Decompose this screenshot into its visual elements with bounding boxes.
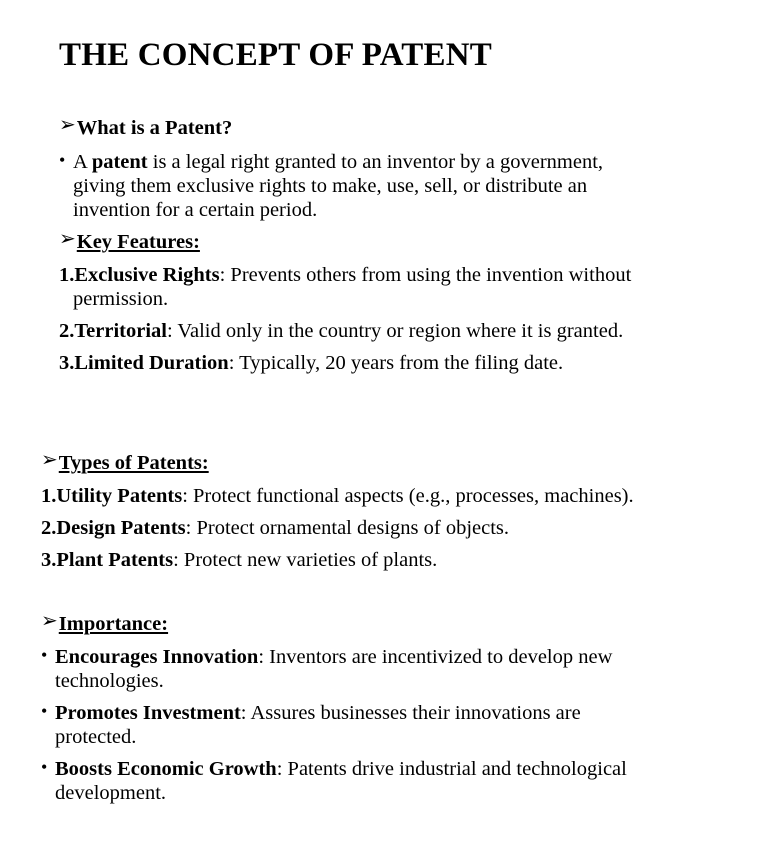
feature-item-exclusive-rights: 1.Exclusive Rights: Prevents others from using the invention without permission. bbox=[59, 264, 632, 310]
arrow-bullet-icon: ➢ bbox=[59, 228, 76, 250]
importance-item-innovation: • Encourages Innovation: Inventors are incentivized to develop new technologies. bbox=[41, 645, 613, 692]
bullet-icon: • bbox=[41, 701, 48, 721]
feature-item-territorial: 2.Territorial: Valid only in the country or region where it is granted. bbox=[59, 320, 624, 342]
what-is-patent-heading bbox=[59, 116, 232, 140]
bullet-icon: • bbox=[59, 150, 66, 170]
importance-item-investment: • Promotes Investment: Assures businesses their innovations are protected. bbox=[41, 701, 581, 748]
importance-item-economic-growth: • Boosts Economic Growth: Patents drive industrial and technological development. bbox=[41, 757, 627, 804]
patent-term: patent bbox=[91, 151, 148, 173]
types-of-patents-heading-text: Types of Patents: bbox=[58, 452, 209, 474]
type-item-plant: 3.Plant Patents: Protect new varieties of plants. bbox=[41, 549, 438, 571]
importance-heading-text: Importance: bbox=[58, 613, 169, 635]
types-of-patents-heading bbox=[41, 451, 209, 475]
arrow-bullet-icon: ➢ bbox=[41, 449, 58, 471]
key-features-heading-text: Key Features: bbox=[76, 231, 200, 253]
importance-heading bbox=[41, 612, 168, 636]
feature-item-limited-duration: 3.Limited Duration: Typically, 20 years from the filing date. bbox=[59, 352, 564, 374]
patent-definition: • A patent is a legal right granted to an inventor by a government, giving them exclusive rights to make, use, sell, or distribute an invention for a certain period. bbox=[59, 150, 604, 221]
type-item-design: 2.Design Patents: Protect ornamental designs of objects. bbox=[41, 517, 510, 539]
type-item-utility: 1.Utility Patents: Protect functional aspects (e.g., processes, machines). bbox=[41, 485, 634, 507]
bullet-icon: • bbox=[41, 757, 48, 777]
page-title: THE CONCEPT OF PATENT bbox=[59, 37, 492, 73]
what-is-patent-heading-text: What is a Patent? bbox=[76, 117, 233, 139]
key-features-heading bbox=[59, 230, 200, 254]
arrow-bullet-icon: ➢ bbox=[59, 114, 76, 136]
bullet-icon: • bbox=[41, 645, 48, 665]
arrow-bullet-icon: ➢ bbox=[41, 610, 58, 632]
